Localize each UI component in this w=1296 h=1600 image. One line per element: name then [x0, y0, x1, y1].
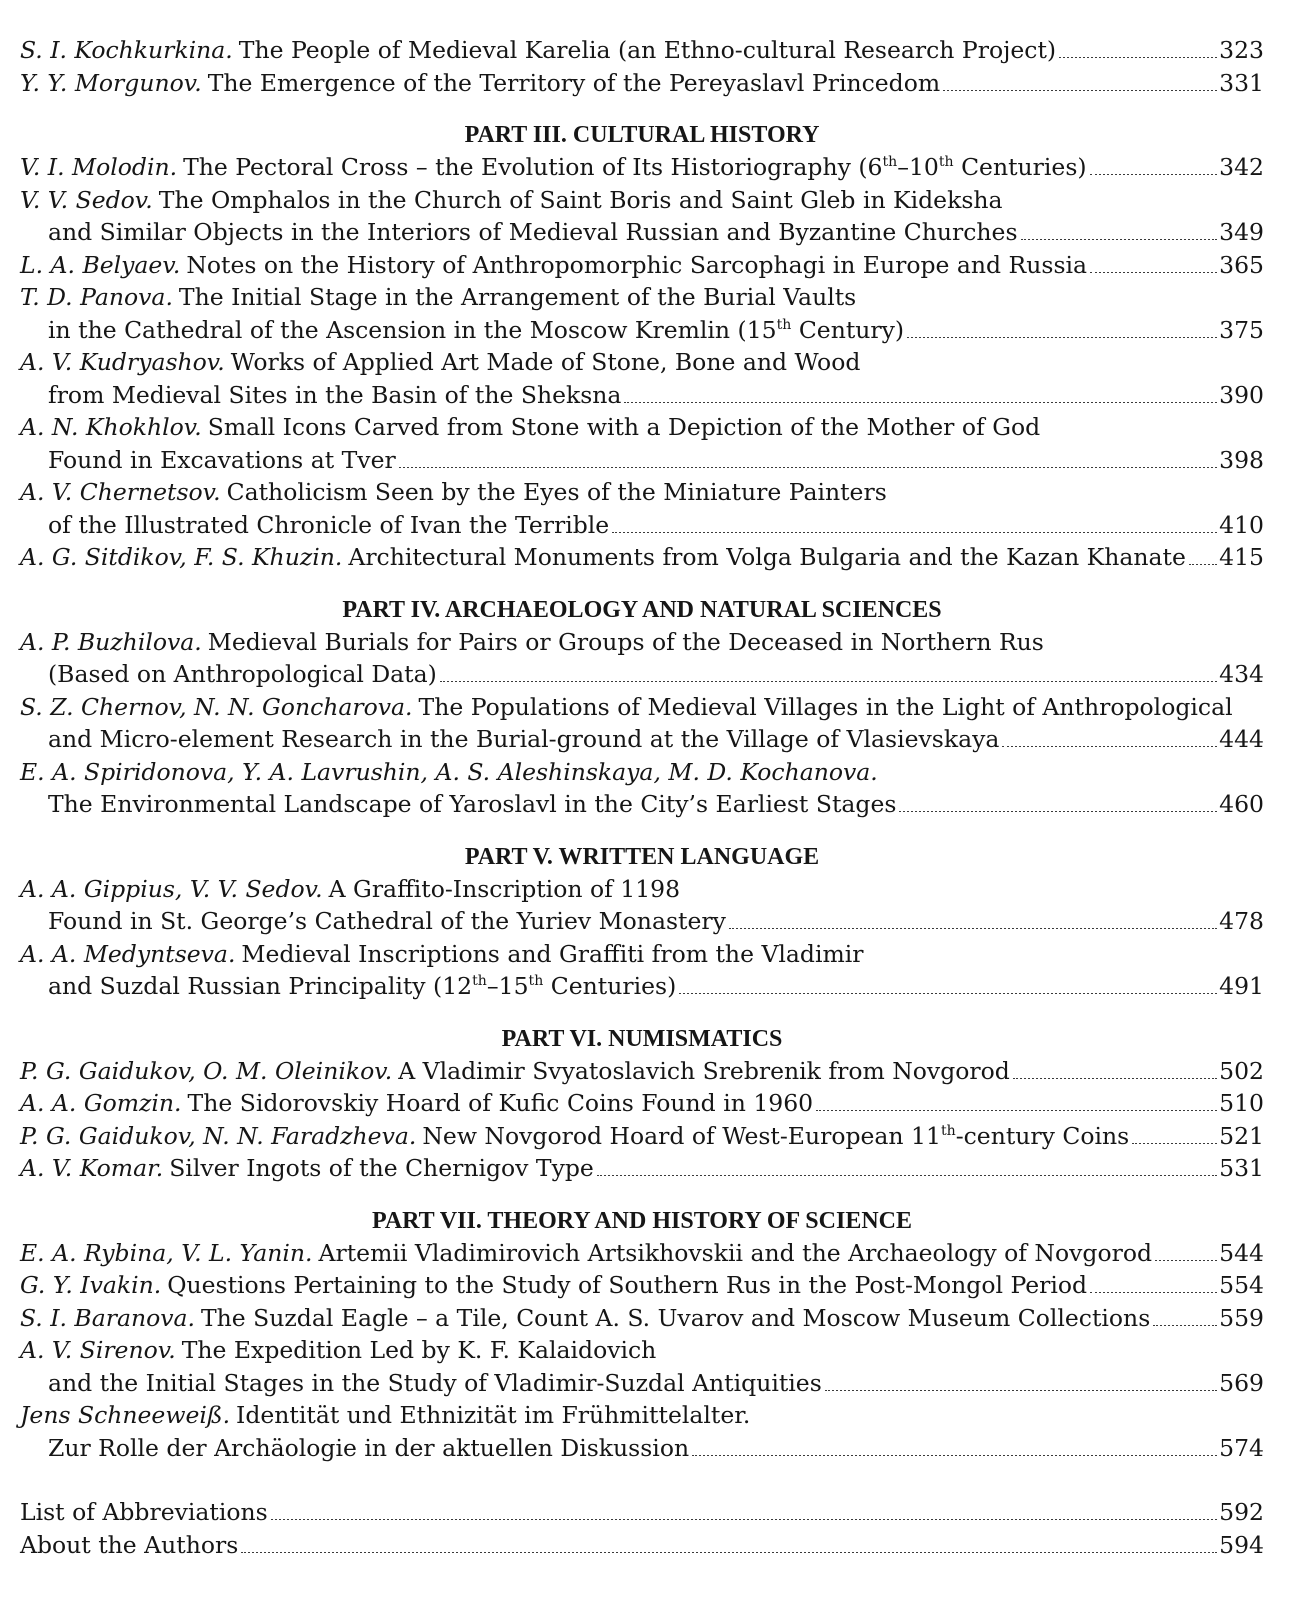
entry-page-number: 569 [1219, 1368, 1264, 1397]
toc-entry [20, 1120, 1264, 1153]
entry-title-text: New Novgorod Hoard of West-European 11th-century Coins [422, 1121, 1130, 1150]
toc-entry-line [20, 34, 1264, 67]
entry-page-number: 554 [1219, 1271, 1264, 1299]
toc-entry-continuation-line [20, 314, 1264, 347]
toc-entry-continuation-line [20, 788, 1264, 821]
entry-title-text: Questions Pertaining to the Study of Southern Rus in the Post-Mongol Period [167, 1271, 1088, 1299]
entry-authors: G. Y. Ivakin. [20, 1271, 162, 1299]
toc-part-section [20, 1205, 1264, 1465]
dot-leader [1021, 239, 1218, 240]
entry-page-number: 521 [1219, 1121, 1264, 1150]
toc-entry [20, 34, 1264, 67]
dot-leader [907, 337, 1217, 338]
toc-entry-continuation-line [20, 444, 1264, 477]
entry-authors: P. G. Gaidukov, N. N. Faradzheva. [20, 1121, 417, 1150]
entry-title-text: Artemii Vladimirovich Artsikhovskii and the Archaeology of Novgorod [318, 1238, 1153, 1267]
spacer [20, 1464, 1264, 1496]
appendix-title: About the Authors [20, 1530, 239, 1559]
toc-part-section [20, 119, 1264, 574]
toc-entry-line [20, 938, 1264, 971]
dot-leader [440, 681, 1217, 682]
entry-title-text: Architectural Monuments from Volga Bulgaria and the Kazan Khanate [348, 543, 1186, 571]
entry-page-number: 491 [1219, 972, 1264, 1000]
entry-page-number: 434 [1219, 660, 1264, 688]
entry-authors: L. A. Belyaev. [20, 250, 181, 279]
entry-title-text: Works of Applied Art Made of Stone, Bone and Wood [230, 348, 861, 376]
entry-title-text: of the Illustrated Chronicle of Ivan the Terrible [48, 510, 610, 539]
toc-entry-line [20, 1399, 1264, 1432]
toc-entry [20, 411, 1264, 476]
toc-parts [20, 119, 1264, 1464]
appendix-page-number: 594 [1219, 1530, 1264, 1559]
entry-title-text: in the Cathedral of the Ascension in the Moscow Kremlin (15th Century) [48, 315, 905, 344]
entry-authors: A. A. Gomzin. [20, 1089, 182, 1117]
toc-intro-section [20, 34, 1264, 99]
entry-page-number: 444 [1219, 725, 1264, 753]
entry-authors: S. I. Baranova. [20, 1303, 195, 1332]
entry-page-number: 349 [1219, 218, 1264, 246]
dot-leader [1153, 1325, 1217, 1326]
toc-entry-line [20, 184, 1264, 217]
appendix-entry [20, 1496, 1264, 1529]
entry-page-number: 342 [1219, 153, 1264, 181]
toc-entry [20, 184, 1264, 249]
toc-entry [20, 1152, 1264, 1185]
entry-authors: A. V. Chernetsov. [20, 478, 221, 506]
toc-entry [20, 476, 1264, 541]
toc-entry-line [20, 281, 1264, 314]
appendix-page-number: 592 [1219, 1498, 1264, 1526]
entry-authors: V. V. Sedov. [20, 185, 153, 214]
toc-entry [20, 281, 1264, 346]
entry-page-number: 365 [1219, 250, 1264, 279]
entry-page-number: 502 [1219, 1056, 1264, 1085]
toc-entry [20, 346, 1264, 411]
entry-title-text: A Graffito-Inscription of 1198 [328, 874, 681, 903]
toc-entry-continuation-line [20, 1367, 1264, 1400]
toc-entry-line [20, 1334, 1264, 1367]
entry-authors: P. G. Gaidukov, O. M. Oleinikov. [20, 1056, 393, 1085]
entry-page-number: 375 [1219, 315, 1264, 344]
entry-authors: V. I. Molodin. [20, 153, 178, 181]
toc-entry-line [20, 626, 1264, 659]
entry-title-text: The Sidorovskiy Hoard of Kufic Coins Found in 1960 [187, 1089, 814, 1117]
entry-title-text: A Vladimir Svyatoslavich Srebrenik from Novgorod [398, 1056, 1010, 1085]
toc-entry [20, 873, 1264, 938]
appendix-entry [20, 1529, 1264, 1562]
toc-entry-continuation-line [20, 723, 1264, 756]
entry-title-text: The Emergence of the Territory of the Pereyaslavl Princedom [207, 68, 941, 97]
toc-part-section [20, 841, 1264, 1003]
entry-authors: A. P. Buzhilova. [20, 627, 202, 656]
toc-entry [20, 691, 1264, 756]
entry-authors: A. N. Khokhlov. [20, 413, 202, 441]
toc-appendix-section [20, 1496, 1264, 1561]
entry-authors: S. Z. Chernov, N. N. Goncharova. [20, 692, 413, 721]
dot-leader [1132, 1143, 1217, 1144]
dot-leader [271, 1519, 1217, 1520]
dot-leader [241, 1552, 1217, 1553]
dot-leader [1090, 1292, 1217, 1293]
toc-entry [20, 1334, 1264, 1399]
dot-leader [816, 1110, 1217, 1111]
dot-leader [1002, 746, 1217, 747]
entry-page-number: 531 [1219, 1154, 1264, 1182]
entry-authors: E. A. Spiridonova, Y. A. Lavrushin, A. S. Aleshinskaya, M. D. Kochanova. [20, 757, 878, 786]
entry-title-text: and Micro-element Research in the Burial-ground at the Village of Vlasievskaya [48, 725, 1000, 753]
entry-title-text: from Medieval Sites in the Basin of the Sheksna [48, 380, 622, 409]
toc-entry-line [20, 1237, 1264, 1270]
toc-entry [20, 756, 1264, 821]
dot-leader [1090, 174, 1218, 175]
entry-page-number: 323 [1219, 36, 1264, 64]
entry-page-number: 390 [1219, 380, 1264, 409]
entry-page-number: 510 [1219, 1089, 1264, 1117]
toc-entry [20, 938, 1264, 1003]
part-heading: PART IV. ARCHAEOLOGY AND NATURAL SCIENCES [342, 596, 942, 623]
entry-title-text: Found in St. George’s Cathedral of the Yuriev Monastery [48, 907, 726, 935]
toc-entry-line [20, 873, 1264, 906]
entry-title-text: The Omphalos in the Church of Saint Boris and Saint Gleb in Kideksha [158, 185, 1003, 214]
entry-title-text: The Pectoral Cross – the Evolution of Its Historiography (6th–10th Centuries) [183, 153, 1087, 181]
toc-entry [20, 249, 1264, 282]
toc-part-section [20, 1023, 1264, 1185]
entry-authors: A. A. Gippius, V. V. Sedov. [20, 874, 323, 903]
dot-leader [597, 1175, 1217, 1176]
toc-entry-continuation-line [20, 970, 1264, 1003]
toc-entry-line [20, 1269, 1264, 1302]
appendix-title: List of Abbreviations [20, 1498, 268, 1526]
entry-authors: A. V. Sirenov. [20, 1336, 176, 1364]
dot-leader [624, 402, 1217, 403]
toc-entry-continuation-line [20, 216, 1264, 249]
toc-entry-line [20, 1087, 1264, 1120]
dot-leader [899, 811, 1217, 812]
toc-entry-line [20, 756, 1264, 789]
dot-leader [943, 90, 1217, 91]
entry-authors: T. D. Panova. [20, 283, 173, 311]
toc-entry-continuation-line [20, 509, 1264, 542]
entry-authors: S. I. Kochkurkina. [20, 36, 233, 64]
entry-title-text: Identität und Ethnizität im Frühmittelalter. [236, 1401, 751, 1429]
entry-authors: A. V. Komar. [20, 1154, 164, 1182]
toc-entry-line [20, 541, 1264, 574]
entry-page-number: 559 [1219, 1303, 1264, 1332]
toc-entry-line [20, 691, 1264, 724]
entry-page-number: 478 [1219, 907, 1264, 935]
entry-title-text: The Expedition Led by K. F. Kalaidovich [181, 1336, 657, 1364]
entry-title-text: and Suzdal Russian Principality (12th–15th Centuries) [48, 972, 677, 1000]
entry-title-text: The Initial Stage in the Arrangement of the Burial Vaults [178, 283, 857, 311]
dot-leader [692, 1455, 1217, 1456]
entry-title-text: and the Initial Stages in the Study of Vladimir-Suzdal Antiquities [48, 1368, 822, 1397]
part-heading: PART V. WRITTEN LANGUAGE [464, 843, 820, 870]
dot-leader [1090, 272, 1217, 273]
entry-page-number: 398 [1219, 445, 1264, 474]
toc-entry-line [20, 249, 1264, 282]
toc-entry-continuation-line [20, 379, 1264, 412]
part-heading: PART VII. THEORY AND HISTORY OF SCIENCE [371, 1207, 913, 1234]
dot-leader [825, 1390, 1217, 1391]
dot-leader [1189, 564, 1217, 565]
entry-page-number: 410 [1219, 510, 1264, 539]
toc-entry-line [20, 346, 1264, 379]
toc-entry [20, 1237, 1264, 1270]
entry-page-number: 331 [1219, 68, 1264, 97]
entry-title-text: Found in Excavations at Tver [48, 445, 396, 474]
entry-authors: A. A. Medyntseva. [20, 939, 236, 968]
toc-part-section [20, 594, 1264, 821]
toc-entry-line [20, 411, 1264, 444]
entry-title-text: The Suzdal Eagle – a Tile, Count A. S. Uvarov and Moscow Museum Collections [201, 1303, 1151, 1332]
dot-leader [1013, 1078, 1217, 1079]
entry-page-number: 460 [1219, 790, 1264, 818]
entry-authors: Y. Y. Morgunov. [20, 68, 202, 97]
toc-entry-line [20, 1302, 1264, 1335]
toc-entry-continuation-line [20, 658, 1264, 691]
entry-authors: A. V. Kudryashov. [20, 348, 225, 376]
toc-entry-line [20, 151, 1264, 184]
part-heading: PART VI. NUMISMATICS [501, 1025, 783, 1052]
toc-entry [20, 1302, 1264, 1335]
toc-entry [20, 1055, 1264, 1088]
entry-title-text: Medieval Inscriptions and Graffiti from the Vladimir [241, 939, 864, 968]
toc-entry-line [20, 476, 1264, 509]
entry-title-text: Silver Ingots of the Chernigov Type [169, 1154, 594, 1182]
toc-entry-continuation-line [20, 905, 1264, 938]
dot-leader [679, 993, 1217, 994]
toc-entry [20, 151, 1264, 184]
part-heading: PART III. CULTURAL HISTORY [464, 122, 820, 148]
entry-title-text: Zur Rolle der Archäologie in der aktuellen Diskussion [48, 1433, 690, 1462]
toc-entry [20, 626, 1264, 691]
entry-authors: A. G. Sitdikov, F. S. Khuzin. [20, 543, 343, 571]
toc-entry-line [20, 1152, 1264, 1185]
toc-entry [20, 1399, 1264, 1464]
entry-title-text: The Populations of Medieval Villages in the Light of Anthropological [418, 692, 1233, 721]
toc-entry [20, 67, 1264, 100]
dot-leader [1155, 1260, 1217, 1261]
dot-leader [612, 532, 1217, 533]
entry-page-number: 415 [1219, 543, 1264, 571]
toc-entry [20, 1087, 1264, 1120]
entry-page-number: 574 [1219, 1433, 1264, 1462]
toc-entry-line [20, 1055, 1264, 1088]
toc-entry [20, 541, 1264, 574]
toc-entry-continuation-line [20, 1432, 1264, 1465]
entry-authors: Jens Schneeweiß. [20, 1401, 231, 1429]
entry-title-text: and Similar Objects in the Interiors of Medieval Russian and Byzantine Churches [48, 218, 1018, 246]
entry-title-text: The People of Medieval Karelia (an Ethno-cultural Research Project) [238, 36, 1057, 64]
toc-entry [20, 1269, 1264, 1302]
entry-title-text: Catholicism Seen by the Eyes of the Miniature Painters [226, 478, 887, 506]
dot-leader [729, 928, 1217, 929]
entry-title-text: The Environmental Landscape of Yaroslavl in the City’s Earliest Stages [48, 790, 897, 818]
entry-authors: E. A. Rybina, V. L. Yanin. [20, 1238, 313, 1267]
dot-leader [1059, 57, 1217, 58]
entry-title-text: Medieval Burials for Pairs or Groups of the Deceased in Northern Rus [207, 627, 1044, 656]
entry-title-text: (Based on Anthropological Data) [48, 660, 437, 688]
entry-title-text: Small Icons Carved from Stone with a Depiction of the Mother of God [207, 413, 1041, 441]
entry-title-text: Notes on the History of Anthropomorphic Sarcophagi in Europe and Russia [186, 250, 1088, 279]
toc-entry-line [20, 1120, 1264, 1153]
toc-entry-line [20, 67, 1264, 100]
dot-leader [399, 467, 1217, 468]
entry-page-number: 544 [1219, 1238, 1264, 1267]
